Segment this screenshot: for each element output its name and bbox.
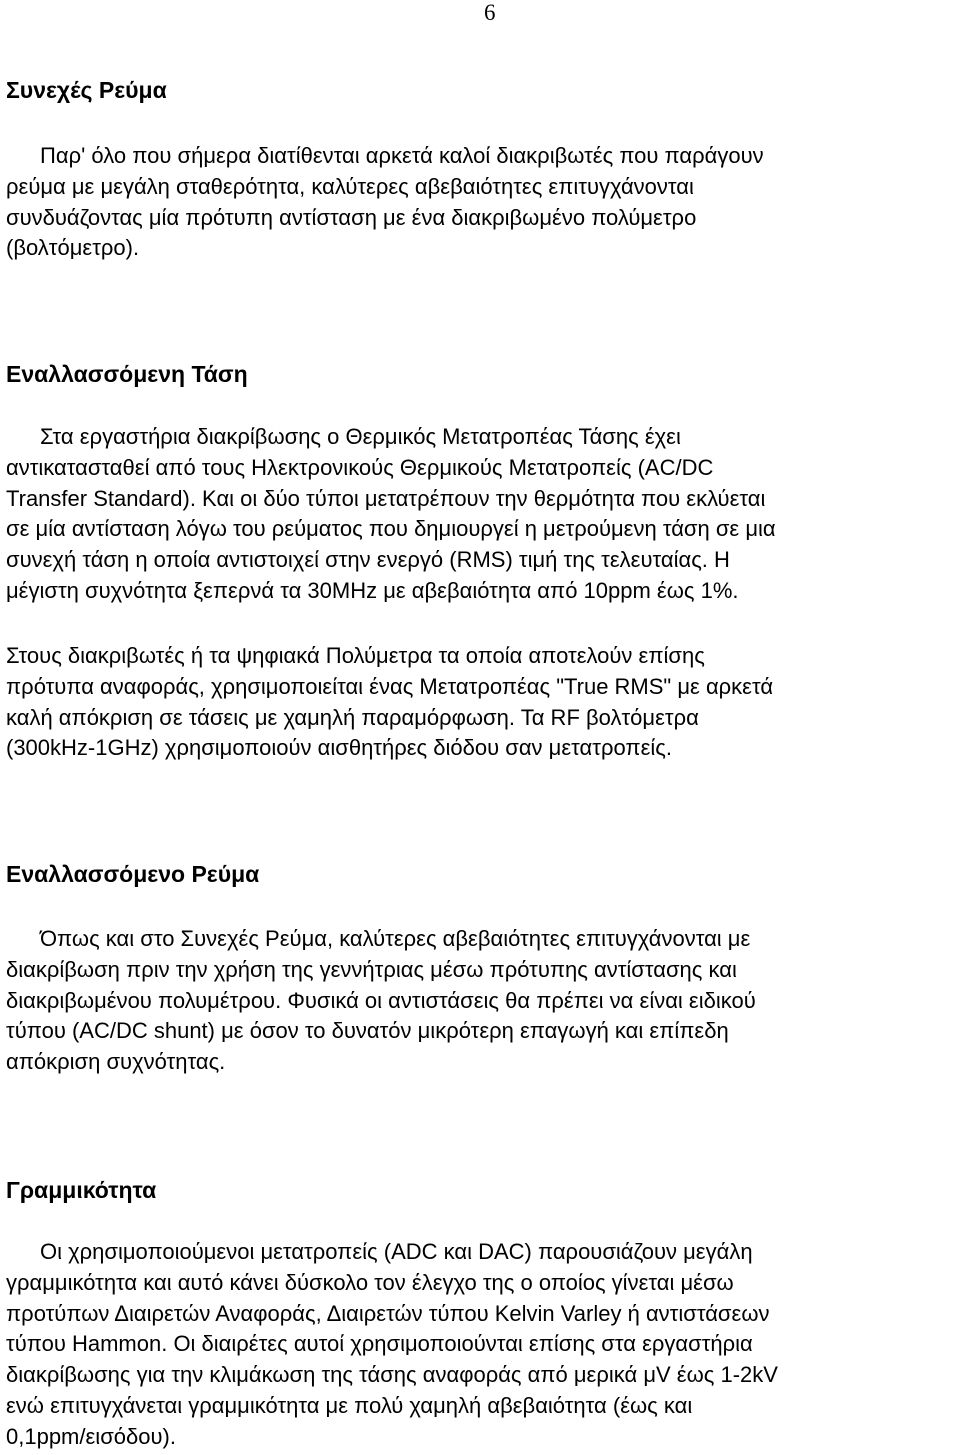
paragraph [6, 1237, 960, 1453]
text-line: Οι χρησιμοποιούμενοι μετατροπείς (ADC και DAC) παρουσιάζουν μεγάλη [40, 1239, 753, 1264]
text-line: μέγιστη συχνότητα ξεπερνά τα 30MHz με αβεβαιότητα από 10ppm έως 1%. [6, 577, 739, 603]
text-line: Στα εργαστήρια διακρίβωσης ο Θερμικός Μετατροπέας Τάσης έχει [40, 424, 681, 449]
text-line: Στους διακριβωτές ή τα ψηφιακά Πολύμετρα τα οποία αποτελούν επίσης [6, 643, 705, 668]
text-line: πρότυπα αναφοράς, χρησιμοποιείται ένας Μετατροπέας "True RMS" με αρκετά [6, 673, 774, 699]
section-heading: Συνεχές Ρεύμα [6, 77, 167, 103]
text-line: απόκριση συχνότητας. [6, 1049, 226, 1075]
paragraph [6, 924, 960, 1078]
text-line: ρεύμα με μεγάλη σταθερότητα, καλύτερες αβεβαιότητες επιτυγχάνονται [6, 173, 694, 199]
text-line: (300kHz-1GHz) χρησιμοποιούν αισθητήρες διόδου σαν μετατροπείς. [6, 735, 672, 761]
section-heading: Γραμμικότητα [6, 1177, 157, 1203]
section-heading: Εναλλασσόμενο Ρεύμα [6, 861, 260, 887]
text-line: ενώ επιτυγχάνεται γραμμικότητα με πολύ χαμηλή αβεβαιότητα (έως και [6, 1392, 693, 1418]
text-line: Παρ' όλο που σήμερα διατίθενται αρκετά καλοί διακριβωτές που παράγουν [40, 143, 764, 168]
text-line: 0,1ppm/εισόδου). [6, 1423, 176, 1449]
text-line: (βολτόμετρο). [6, 235, 140, 261]
text-line: διακριβωμένου πολυμέτρου. Φυσικά οι αντιστάσεις θα πρέπει να είναι ειδικού [6, 987, 756, 1013]
text-line: αντικατασταθεί από τους Ηλεκτρονικούς Θερμικούς Μετατροπείς (AC/DC [6, 454, 714, 480]
text-line: τύπου (AC/DC shunt) με όσον το δυνατόν μικρότερη επαγωγή και επίπεδη [6, 1018, 729, 1044]
text-line: γραμμικότητα και αυτό κάνει δύσκολο τον έλεγχο της ο οποίος γίνεται μέσω [6, 1269, 734, 1295]
text-line: σε μία αντίσταση λόγω του ρεύματος που δημιουργεί η μετρούμενη τάση σε μια [6, 516, 776, 542]
section-heading: Εναλλασσόμενη Τάση [6, 361, 248, 387]
text-line: προτύπων Διαιρετών Αναφοράς, Διαιρετών τύπου Kelvin Varley ή αντιστάσεων [6, 1300, 770, 1326]
text-line: διακρίβωση πριν την χρήση της γεννήτριας μέσω πρότυπης αντίστασης και [6, 956, 737, 982]
text-line: καλή απόκριση σε τάσεις με χαμηλή παραμόρφωση. Τα RF βολτόμετρα [6, 704, 699, 730]
page-number: 6 [484, 0, 496, 25]
text-line: Όπως και στο Συνεχές Ρεύμα, καλύτερες αβεβαιότητες επιτυγχάνονται με [40, 926, 751, 951]
text-line: διακρίβωσης για την κλιμάκωση της τάσης αναφοράς από μερικά μV έως 1-2kV [6, 1362, 778, 1388]
paragraph [6, 141, 960, 264]
text-line: συνδυάζοντας μία πρότυπη αντίσταση με ένα διακριβωμένο πολύμετρο [6, 204, 697, 230]
text-line: τύπου Hammon. Οι διαιρέτες αυτοί χρησιμοποιούνται επίσης στα εργαστήρια [6, 1331, 753, 1357]
paragraph [6, 641, 960, 764]
text-line: συνεχή τάση η οποία αντιστοιχεί στην ενεργό (RMS) τιμή της τελευταίας. Η [6, 547, 730, 573]
text-line: Transfer Standard). Και οι δύο τύποι μετατρέπουν την θερμότητα που εκλύεται [6, 485, 766, 511]
paragraph [6, 422, 960, 607]
